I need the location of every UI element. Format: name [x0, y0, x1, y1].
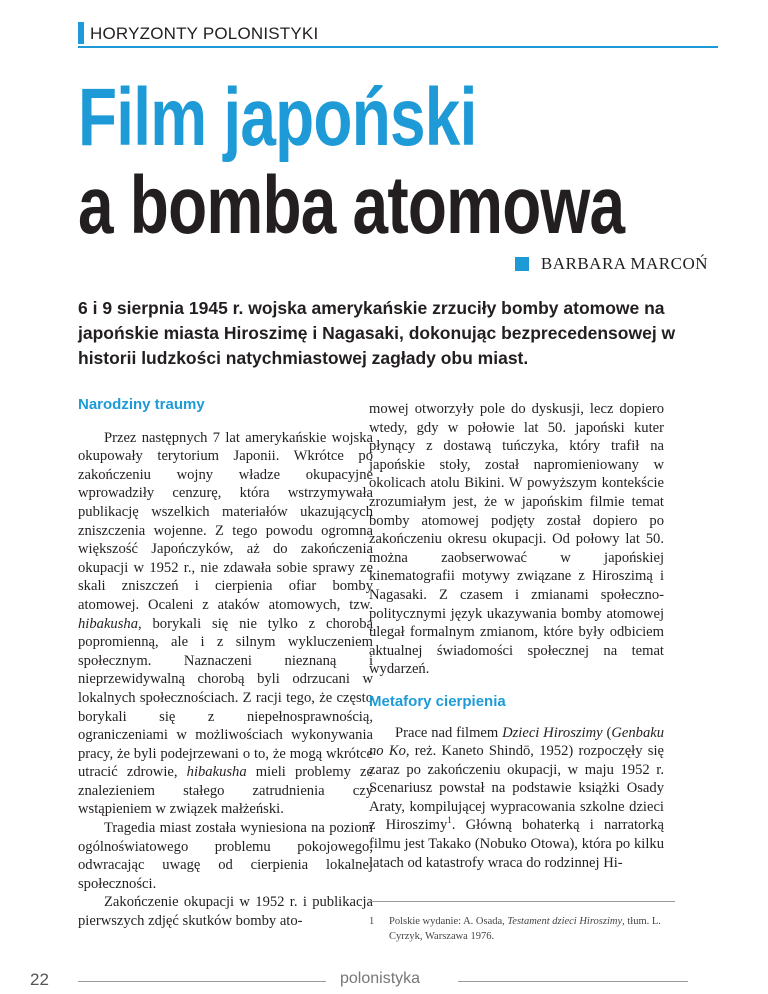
- term-hibakusha: hibakusha: [78, 615, 138, 632]
- title-line-1: Film japoński: [78, 72, 477, 163]
- magazine-name: polonistyka: [340, 970, 421, 987]
- body-paragraph: Tragedia miast została wyniesiona na poziom ogólnoświatowego problemu pokojowego, odwracając uwagę od cierpienia lokalnej społeczności.: [78, 820, 373, 892]
- article-title: [78, 72, 625, 251]
- footnote-number: 1: [369, 916, 375, 927]
- body-paragraph: Zakończenie okupacji w 1952 r. i publikacja pierwszych zdjęć skutków bomby ato-: [78, 894, 373, 930]
- section-header: [78, 22, 718, 48]
- section-marker: [78, 22, 84, 44]
- footnote-ref: 1: [447, 815, 452, 826]
- original-title: Genbaku no Ko: [369, 724, 665, 760]
- page-footer: [0, 964, 768, 994]
- section-heading-narodziny: Narodziny traumy: [78, 396, 205, 413]
- author-byline: [515, 254, 708, 274]
- author-name: BARBARA MARCOŃ: [540, 254, 708, 273]
- body-paragraph: mowej otworzyły pole do dyskusji, lecz dopiero wtedy, gdy w połowie lat 50. japoński kuter płynący z dostawą tuńczyka, który trafił na japońskie stoły, został napromieniowany w okolicach atolu Bikini. W powyższym kontekście zrozumiałym jest, że w japońskim filmie temat bomby atomowej podjęty został dopiero po zakończeniu okresu okupacji. Od połowy lat 50. można zaobserwować w japońskiej kinematografii motywy związane z Hiroszimą i Nagasaki. Z czasem i zmianami społeczno-politycznymi język ukazywania bomby atomowej ulegał formalnym zmianom, które były odbiciem aktualnej świadomości społecznej na temat wydarzeń.: [369, 401, 664, 678]
- section-label: HORYZONTY POLONISTYKI: [90, 24, 319, 43]
- footnote: [369, 901, 675, 944]
- lead-paragraph: 6 i 9 sierpnia 1945 r. wojska amerykańskie zrzuciły bomby atomowe na japońskie miasta Hiroszimę i Nagasaki, dokonując bezprecedensowej w historii ludzkości natychmiastowej zagłady obu miast.: [78, 298, 676, 368]
- footnote-book-title: Testament dzieci Hiroszimy: [507, 916, 623, 927]
- footnote-text: Polskie wydanie: A. Osada, Testament dzieci Hiroszimy, tłum. L. Cyrzyk, Warszawa 1976.: [389, 916, 661, 942]
- film-title: Dzieci Hiroszimy: [502, 724, 603, 741]
- term-hibakusha: hibakusha: [186, 764, 247, 781]
- footer-rule-right: [458, 981, 688, 982]
- right-column: [369, 400, 664, 872]
- page-number: 22: [30, 970, 49, 989]
- footer-rule-left: [78, 981, 326, 982]
- body-paragraph: Przez następnych 7 lat amerykańskie wojska okupowały terytorium Japonii. Wkrótce po zakończeniu wojny władze okupacyjne wprowadziły cenzurę, która wstrzymywała publikację wszelkich materiałów ukazujących zniszczenia wojenne. Z tego powodu ogromna większość Japończyków, aż do zakończenia okupacji w 1952 r., nie zdawała sobie sprawy ze skali zniszczeń i cierpienia ofiar bomby atomowej. Ocaleni z ataków atomowych, tzw. hibakusha, borykali się nie tylko z chorobą popromienną, ale i z silnym wykluczeniem społecznym. Naznaczeni nieznaną i nieprzewidywalną chorobą byli odrzucani w lokalnych społecznościach. Z racji tego, że często borykali się z niepełnosprawnością, ograniczeniami w możliwościach wykonywania pracy, że byli podejrzewani o to, że mogą wkrótce utracić zdrowie, hibakusha mieli problemy ze znalezieniem stałego zatrudnienia czy wstąpieniem w związek małżeński.: [78, 429, 373, 818]
- section-heading-metafory: Metafory cierpienia: [369, 692, 506, 710]
- left-column: [78, 396, 373, 931]
- square-bullet-icon: [515, 257, 529, 271]
- body-paragraph: Prace nad filmem Dzieci Hiroszimy (Genbaku no Ko, reż. Kaneto Shindō, 1952) rozpoczęły się zaraz po zakończeniu okupacji, w maju 1952 r. Scenariusz powstał na podstawie książki Osady Araty, kompilującej wypracowania szkolne dzieci z Hiroszimy$^1$. Główną bohaterką i narratorką filmu jest Takako (Nobuko Otowa), która po kilku latach od katastrofy wraca do rodzinnej Hi-: [369, 724, 665, 871]
- title-line-2: a bomba atomowa: [78, 160, 625, 251]
